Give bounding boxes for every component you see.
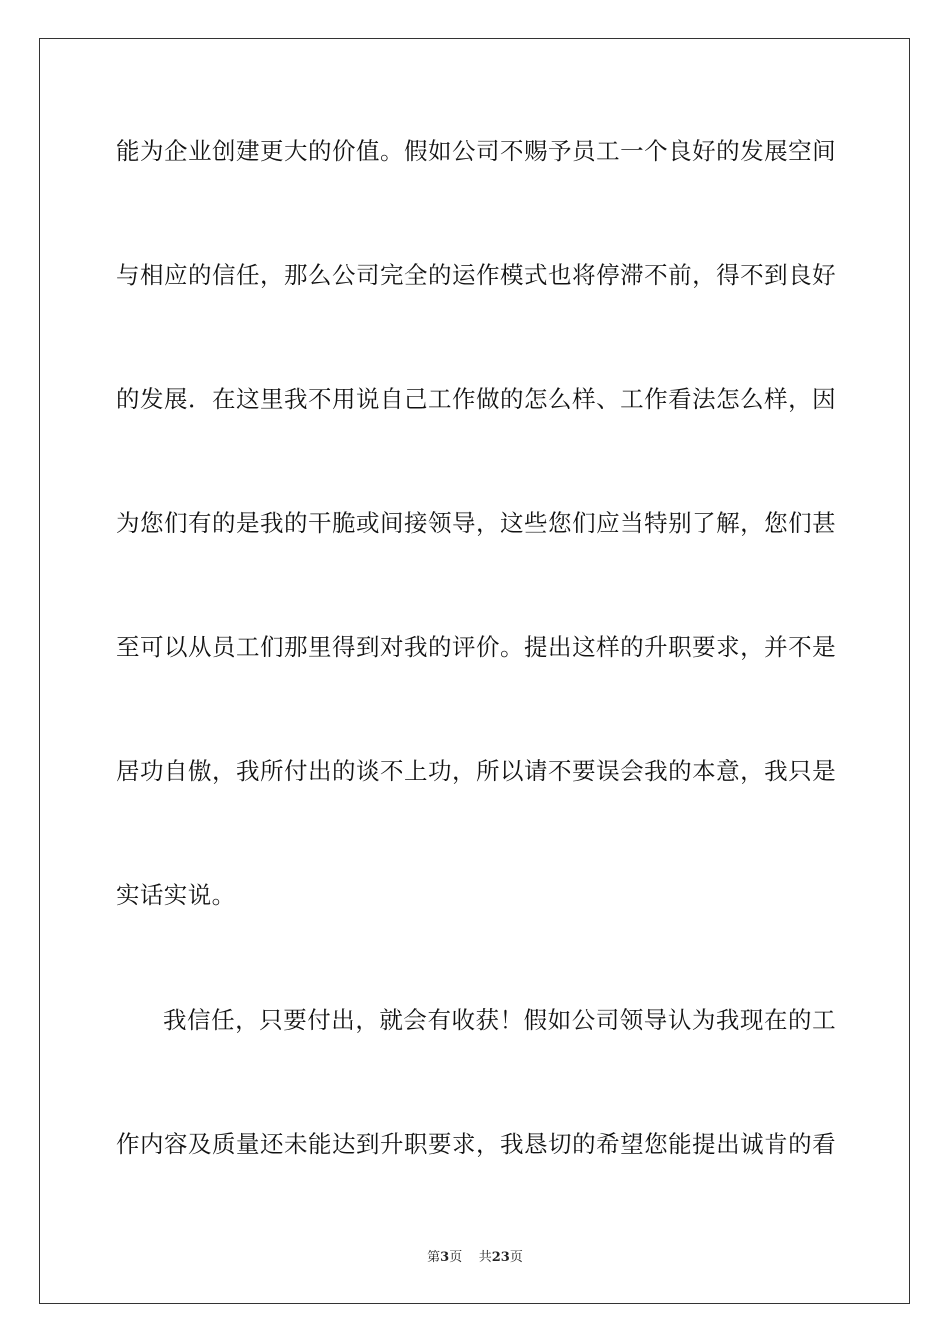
paragraph-line: 能为企业创建更大的价值。假如公司不赐予员工一个良好的发展空间 <box>116 137 836 165</box>
total-suffix: 页 <box>509 1250 523 1265</box>
page-prefix: 第 <box>427 1250 441 1265</box>
paragraph-line: 为您们有的是我的干脆或间接领导，这些您们应当特别了解，您们甚 <box>116 509 836 537</box>
paragraph-line: 居功自傲，我所付出的谈不上功，所以请不要误会我的本意，我只是 <box>116 757 836 785</box>
page-total: 23 <box>491 1250 510 1265</box>
paragraph-line: 至可以从员工们那里得到对我的评价。提出这样的升职要求，并不是 <box>116 633 836 661</box>
paragraph-line: 实话实说。 <box>116 881 236 909</box>
page-number: 3 <box>440 1250 450 1265</box>
paragraph-line: 的发展．在这里我不用说自己工作做的怎么样、工作看法怎么样，因 <box>116 385 836 413</box>
page-footer <box>0 1246 950 1265</box>
total-prefix: 共 <box>478 1250 492 1265</box>
paragraph-first-line: 我信任，只要付出，就会有收获！假如公司领导认为我现在的工 <box>163 1006 836 1034</box>
page-border <box>39 38 910 1304</box>
paragraph-line: 作内容及质量还未能达到升职要求，我恳切的希望您能提出诚肯的看 <box>116 1130 836 1158</box>
paragraph-line: 与相应的信任，那么公司完全的运作模式也将停滞不前，得不到良好 <box>116 261 836 289</box>
page-suffix: 页 <box>449 1250 463 1265</box>
